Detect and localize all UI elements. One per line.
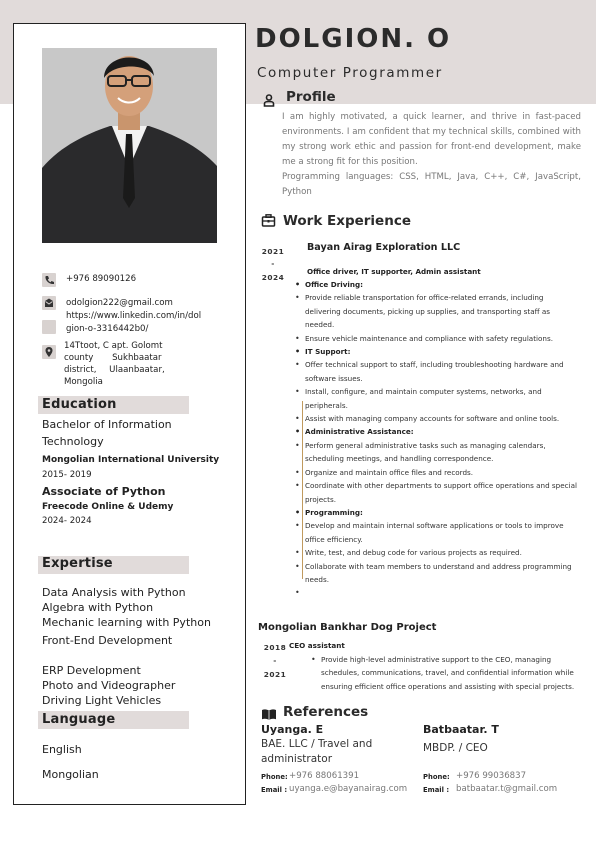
job1-year-end: 2024 <box>261 273 285 282</box>
language-item: Mongolian <box>42 768 99 781</box>
candidate-name: DOLGION. O <box>255 24 452 54</box>
edu1-years: 2015- 2019 <box>42 470 92 480</box>
contact-linkedin-line2[interactable]: gion-o-3316442b0/ <box>66 324 149 334</box>
job1-year-start: 2021 <box>261 247 285 256</box>
ref2-email-label: Email : <box>423 786 450 794</box>
job1-bullet: • Programming: <box>305 506 580 519</box>
user-icon <box>262 92 276 111</box>
contact-email[interactable]: odolgion222@gmail.com <box>66 298 173 308</box>
expertise-item: Algebra with Python <box>42 601 154 614</box>
ref1-phone[interactable]: +976 88061391 <box>289 771 360 781</box>
job1-bullet: • Perform general administrative tasks such as managing calendars, scheduling meetings, and handling correspondence. <box>305 439 580 466</box>
phone-icon <box>42 273 56 287</box>
job1-bullets <box>305 278 580 586</box>
expertise-item: Data Analysis with Python <box>42 586 186 599</box>
candidate-role: Computer Programmer <box>257 65 443 81</box>
contact-address-line2: county Sukhbaatar <box>64 353 162 363</box>
expertise-item: ERP Development <box>42 664 141 677</box>
ref2-phone-label: Phone: <box>423 773 450 781</box>
job1-bullet: • Administrative Assistance: <box>305 425 580 438</box>
expertise-heading: Expertise <box>42 556 113 571</box>
edu1-degree-line1: Bachelor of Information <box>42 418 172 431</box>
expertise-item: Mechanic learning with Python <box>42 616 211 629</box>
contact-linkedin-line1[interactable]: https://www.linkedin.com/in/dol <box>66 311 202 321</box>
job1-position: Office driver, IT supporter, Admin assistant <box>307 267 481 276</box>
profile-paragraph: I am highly motivated, a quick learner, and thrive in fast-paced environments. I am confident that my technical skills, combined with my strong work ethic and passion for front-end development, make me a strong fit for this position. <box>282 112 581 167</box>
ref1-name: Uyanga. E <box>261 723 324 736</box>
job1-bullet: • Coordinate with other departments to support office operations and special projects. <box>305 479 580 506</box>
job1-bullet: • Assist with managing company accounts for software and online tools. <box>305 412 580 425</box>
contact-address-line4: Mongolia <box>64 377 103 387</box>
job1-bullet: • Offer technical support to staff, including troubleshooting hardware and software issues. <box>305 358 580 385</box>
job1-year-dash: - <box>271 259 275 268</box>
job2-company: Mongolian Bankhar Dog Project <box>258 622 437 633</box>
profile-heading: Profile <box>286 89 336 105</box>
contact-address-line1: 14Ttoot, C apt. Golomt <box>64 341 163 351</box>
edu1-degree-line2: Technology <box>42 435 104 448</box>
job2-bullet: • Provide high-level administrative support to the CEO, managing schedules, communications, travel, and confidential information while ensuring efficient office operations and assisting with special projects. <box>321 653 581 693</box>
edu1-school: Mongolian International University <box>42 455 220 465</box>
contact-phone[interactable]: +976 89090126 <box>66 274 137 284</box>
job1-bullet: • Develop and maintain internal software applications or tools to improve office efficiency. <box>305 519 580 546</box>
timeline-line <box>302 401 303 579</box>
job1-bullet: • Office Driving: <box>305 278 580 291</box>
expertise-item: Driving Light Vehicles <box>42 694 162 707</box>
references-heading: References <box>283 704 369 720</box>
contact-address-line3: district, Ulaanbaatar, <box>64 365 165 375</box>
ref2-phone[interactable]: +976 99036837 <box>456 771 527 781</box>
job1-company: Bayan Airag Exploration LLC <box>307 242 461 253</box>
work-heading: Work Experience <box>283 213 411 229</box>
ref2-email[interactable]: batbaatar.t@gmail.com <box>456 784 558 794</box>
expertise-item: Photo and Videographer <box>42 679 176 692</box>
profile-photo <box>42 48 217 243</box>
job2-position: CEO assistant <box>289 641 345 650</box>
portrait-image <box>42 48 217 243</box>
ref1-org-line2: administrator <box>261 753 333 765</box>
language-heading: Language <box>42 712 116 727</box>
ref1-email[interactable]: uyanga.e@bayanairag.com <box>289 784 408 794</box>
language-item: English <box>42 743 82 756</box>
ref1-phone-label: Phone: <box>261 773 288 781</box>
job1-bullet: • Collaborate with team members to understand and address programming needs. <box>305 560 580 587</box>
job1-bullet: • Write, test, and debug code for various projects as required. <box>305 546 580 559</box>
ref1-org-line1: BAE. LLC / Travel and <box>261 738 373 750</box>
linkedin-icon <box>42 320 56 334</box>
edu2-school: Freecode Online & Udemy <box>42 502 174 512</box>
job1-bullet: • Provide reliable transportation for office-related errands, including delivering documents, picking up supplies, and transporting staff as needed. <box>305 291 580 331</box>
email-icon <box>42 296 56 310</box>
job2-bullets <box>321 653 581 693</box>
job2-year-start: 2018 <box>263 643 287 652</box>
education-heading: Education <box>42 397 117 412</box>
expertise-item: Front-End Development <box>42 634 173 647</box>
ref2-name: Batbaatar. T <box>423 723 499 736</box>
job1-bullet: • Ensure vehicle maintenance and compliance with safety regulations. <box>305 332 580 345</box>
ref1-email-label: Email : <box>261 786 288 794</box>
ref2-org-line1: MBDP. / CEO <box>423 742 488 754</box>
job2-year-end: 2021 <box>263 670 287 679</box>
edu2-degree: Associate of Python <box>42 485 166 498</box>
job1-bullet: • Organize and maintain office files and records. <box>305 466 580 479</box>
job1-bullet: • Install, configure, and maintain computer systems, networks, and peripherals. <box>305 385 580 412</box>
edu2-years: 2024- 2024 <box>42 516 92 526</box>
job1-bullet: • IT Support: <box>305 345 580 358</box>
profile-languages: Programming languages: CSS, HTML, Java, C++, C#, JavaScript, Python <box>282 172 581 197</box>
briefcase-icon <box>261 213 276 232</box>
location-icon <box>42 345 56 359</box>
profile-summary <box>282 110 581 200</box>
job2-year-dash: - <box>273 656 277 665</box>
